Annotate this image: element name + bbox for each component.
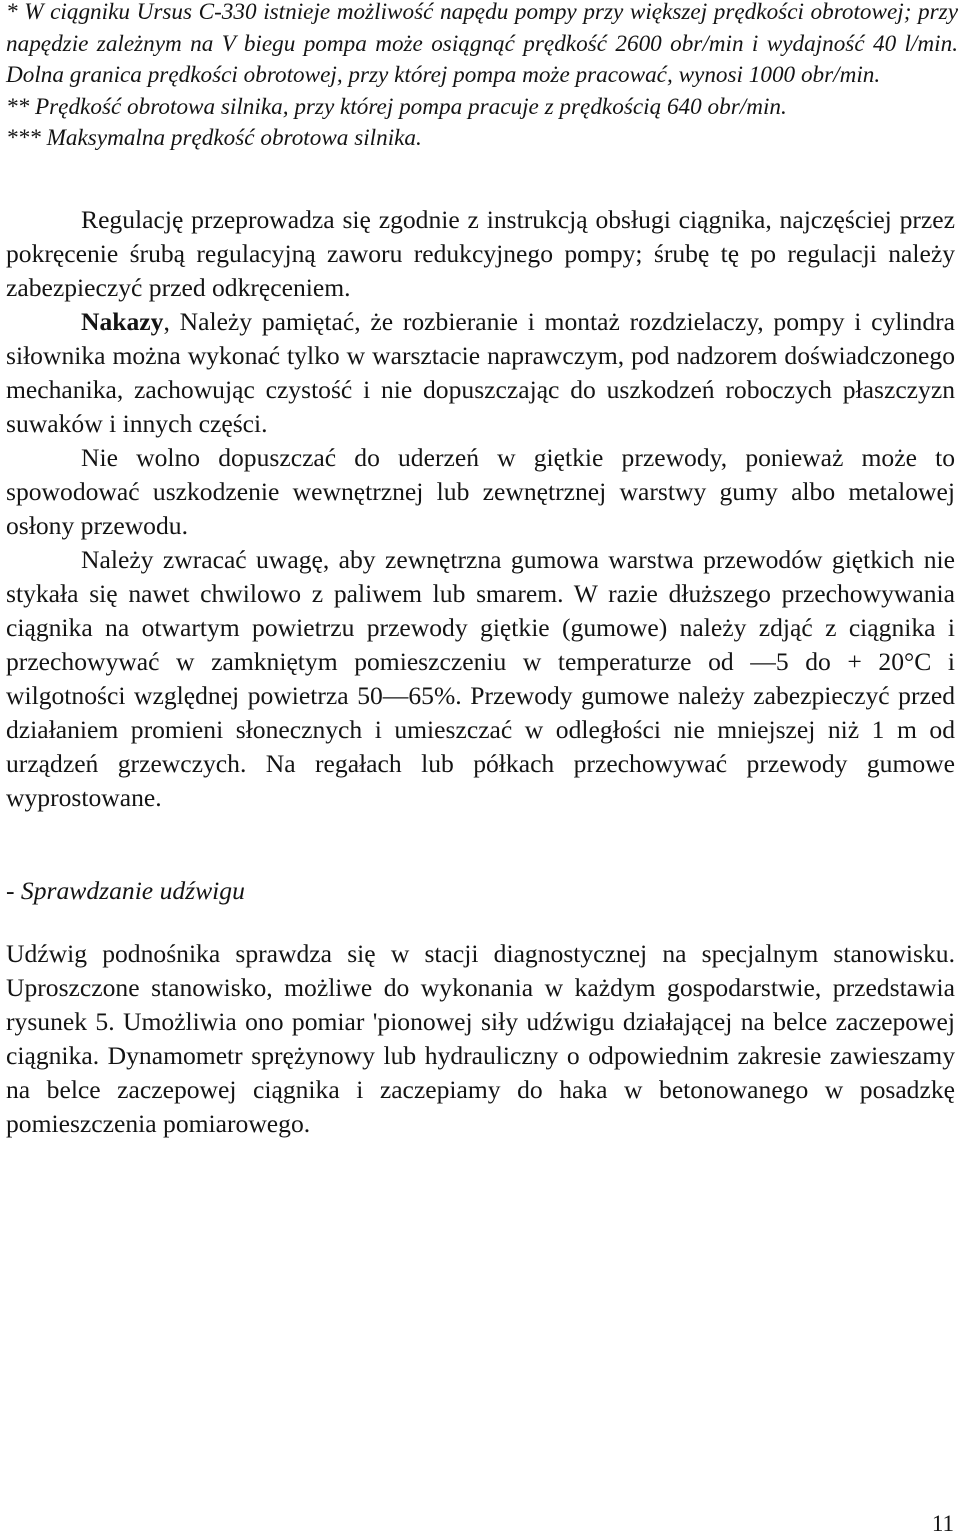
body-text [6,203,955,815]
paragraph-hoses: Nie wolno dopuszczać do uderzeń w giętkie przewody, ponieważ może to spowodować uszkodzenie wewnętrznej lub zewnętrznej warstwy gumy albo metalowej osłony przewodu. [6,443,955,540]
section-title: - Sprawdzanie udźwigu [6,876,245,905]
paragraph-storage: Należy zwracać uwagę, aby zewnętrzna gumowa warstwa przewodów giętkich nie stykała się nawet chwilowo z paliwem lub smarem. W razie dłuższego przechowywania ciągnika na otwartym powietrzu przewody giętkie (gumowe) należy zdjąć z ciągnika i przechowywać w zamkniętym pomieszczeniu w temperaturze od —5 do + 20°C i wilgotności względnej powietrza 50—65%. Przewody gumowe należy zabezpieczyć przed działaniem promieni słonecznych i umieszczać w odległości nie mniejszej niż 1 m od urządzeń grzewczych. Na regałach lub półkach przechowywać przewody gumowe wyprostowane. [6,545,955,812]
paragraph-lift-capacity: Udźwig podnośnika sprawdza się w stacji diagnostycznej na specjalnym stanowisku. Uproszczone stanowisko, możliwe do wykonania w każdym gospodarstwie, przedstawia rysunek 5. Umożliwia ono pomiar 'pionowej siły udźwigu działającej na belce zaczepowej ciągnika. Dynamometr sprężynowy lub hydrauliczny o odpowiednim zakresie zawieszamy na belce zaczepowej ciągnika i zaczepiamy do haka w betonowanego w posadzkę pomieszczenia pomiarowego. [6,939,955,1138]
orders-lead: Nakazy [81,307,164,336]
footnote-2: ** Prędkość obrotowa silnika, przy której pompa pracuje z prędkością 640 obr/min. [6,93,787,120]
page-number: 11 [931,1511,954,1536]
footnote-3: *** Maksymalna prędkość obrotowa silnika. [6,125,422,151]
footnotes [6,0,958,155]
paragraph-regulation: Regulację przeprowadza się zgodnie z instrukcją obsługi ciągnika, najczęściej przez pokręcenie śrubą regulacyjną zaworu redukcyjnego pompy; śrubę tę po regulacji należy zabezpieczyć przed odkręceniem. [6,205,955,302]
orders-text: , Należy pamiętać, że rozbieranie i montaż rozdzielaczy, pompy i cylindra siłownika można wykonać tylko w warsztacie naprawczym, pod nadzorem doświadczonego mechanika, zachowując czystość i nie dopuszczając do uszkodzeń roboczych płaszczyzn suwaków i innych części. [6,307,955,438]
paragraph-orders [6,305,955,441]
section-body [6,937,955,1141]
footnote-1: * W ciągniku Ursus C-330 istnieje możliwość napędu pompy przy większej prędkości obrotowej; przy napędzie zależnym na V biegu pompa może osiągnąć prędkość 2600 obr/min i wydajność 40 l/min. Dolna granica prędkości obrotowej, przy której pompa może pracować, wynosi 1000 obr/min. [6,0,958,88]
